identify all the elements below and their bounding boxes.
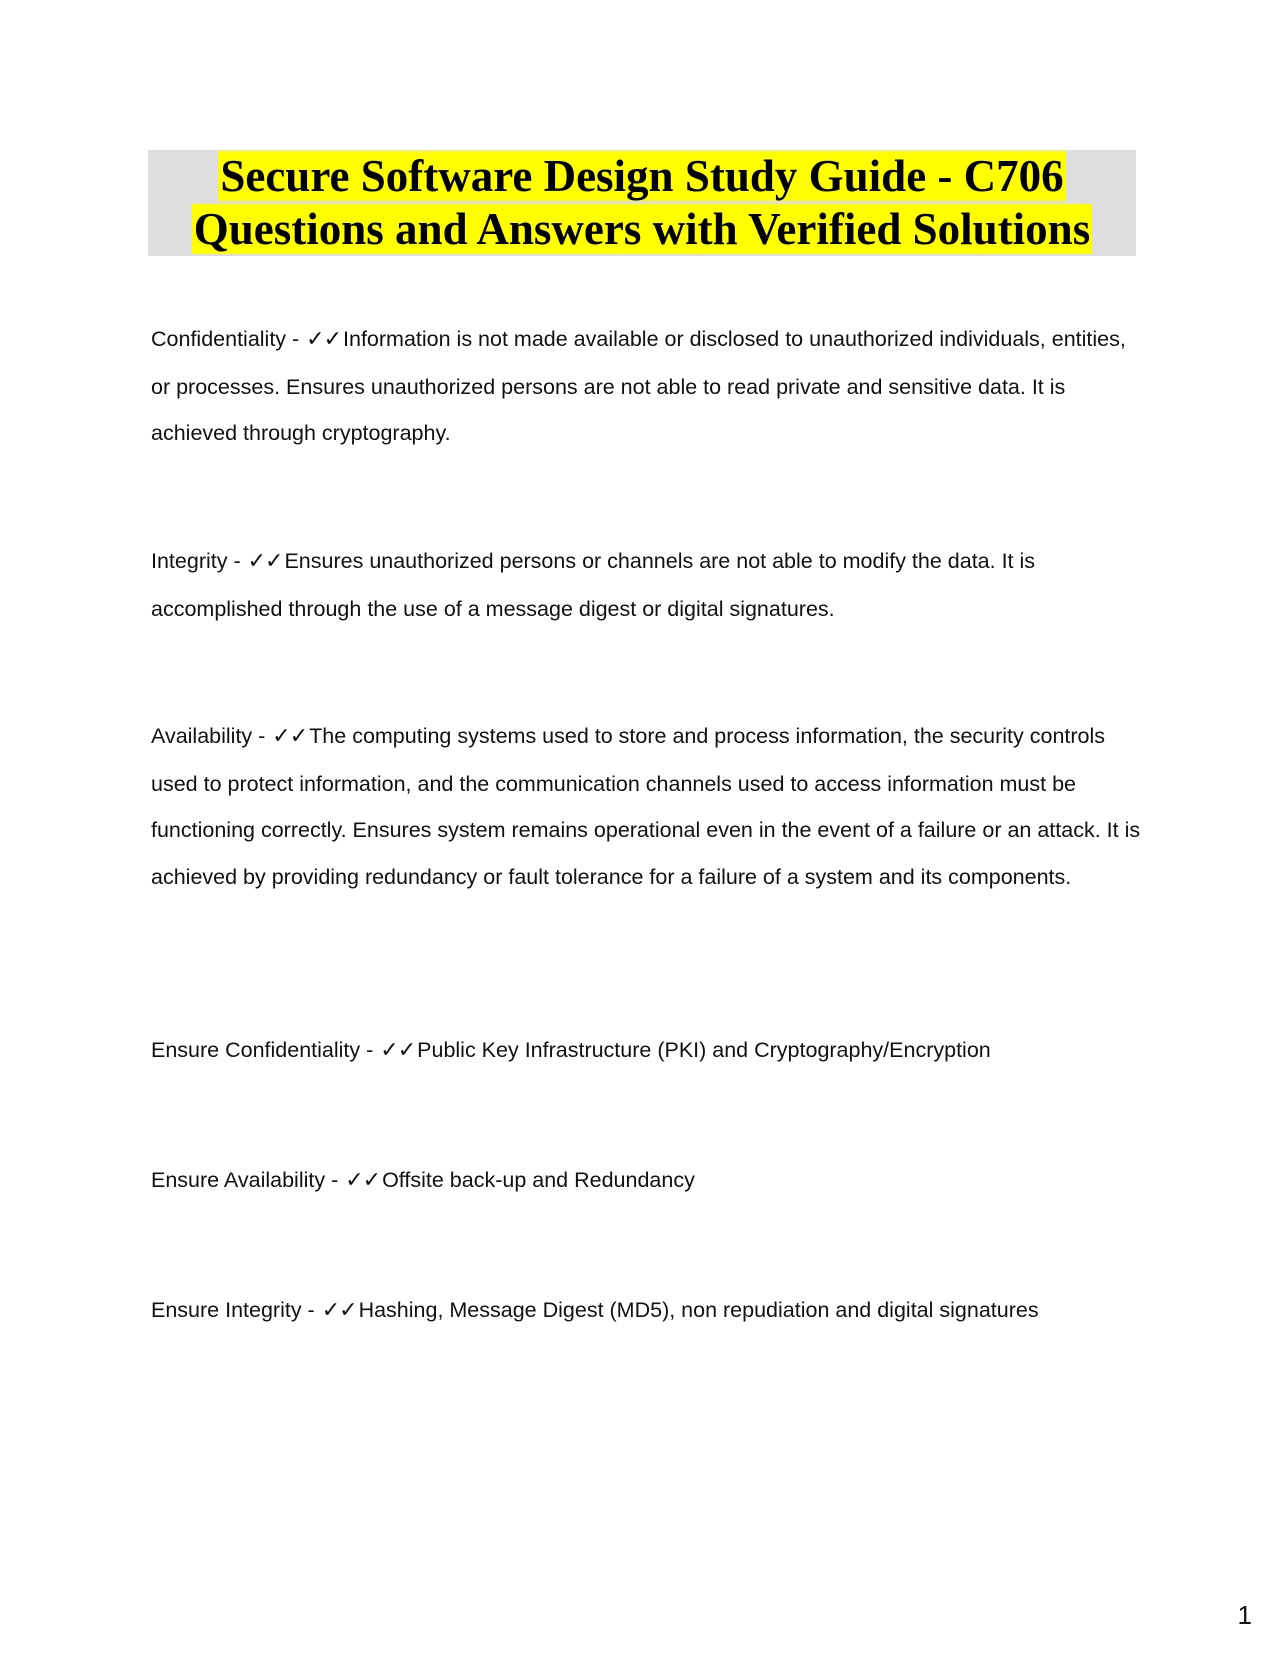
entry-definition: The computing systems used to store and process information, the security controls used to protect information, and the communication channels used to access information must be functioning correctly. Ensures system remains operational even in the event of a failure or an attack. It is achieved by providing redundancy or fault tolerance for a failure of a system and its components.	[151, 724, 1141, 889]
title-line-2	[148, 203, 1136, 256]
entry-separator: -	[286, 327, 306, 351]
entry-definition: Hashing, Message Digest (MD5), non repudiation and digital signatures	[358, 1298, 1039, 1322]
qa-entry-availability	[151, 713, 1141, 900]
qa-entry-confidentiality	[151, 316, 1141, 457]
entry-term: Ensure Availability	[151, 1168, 326, 1192]
entry-separator: -	[325, 1168, 345, 1192]
entry-definition: Offsite back-up and Redundancy	[382, 1168, 695, 1192]
double-check-icon: ✓✓	[272, 724, 308, 749]
entry-definition: Information is not made available or disclosed to unauthorized individuals, entities, or processes. Ensures unauthorized persons are not able to read private and sensitive data. It is achieved through cryptography.	[151, 327, 1126, 445]
entry-separator: -	[360, 1038, 380, 1062]
entry-term: Availability	[151, 724, 253, 748]
entry-definition: Public Key Infrastructure (PKI) and Cryptography/Encryption	[417, 1038, 991, 1062]
double-check-icon: ✓✓	[306, 327, 342, 352]
entry-separator: -	[227, 549, 247, 573]
double-check-icon: ✓✓	[380, 1038, 416, 1063]
double-check-icon: ✓✓	[247, 549, 283, 574]
qa-entry-ensure-confidentiality	[151, 1027, 1141, 1075]
double-check-icon: ✓✓	[345, 1168, 381, 1193]
qa-entry-ensure-availability	[151, 1157, 1141, 1205]
qa-entry-integrity	[151, 538, 1141, 632]
entry-term: Confidentiality	[151, 327, 287, 351]
entry-term: Ensure Integrity	[151, 1298, 302, 1322]
double-check-icon: ✓✓	[321, 1298, 357, 1323]
entry-separator: -	[252, 724, 272, 748]
entry-term: Integrity	[151, 549, 228, 573]
entry-term: Ensure Confidentiality	[151, 1038, 361, 1062]
title-line-2-text: Questions and Answers with Verified Solutions	[193, 204, 1091, 254]
entry-definition: Ensures unauthorized persons or channels are not able to modify the data. It is accomplished through the use of a message digest or digital signatures.	[151, 549, 1036, 621]
document-title	[148, 150, 1136, 256]
title-line-1	[148, 150, 1136, 203]
qa-entry-ensure-integrity	[151, 1287, 1141, 1335]
title-line-1-text: Secure Software Design Study Guide - C706	[220, 151, 1064, 201]
entry-separator: -	[301, 1298, 321, 1322]
page-number: 1	[1237, 1600, 1252, 1630]
